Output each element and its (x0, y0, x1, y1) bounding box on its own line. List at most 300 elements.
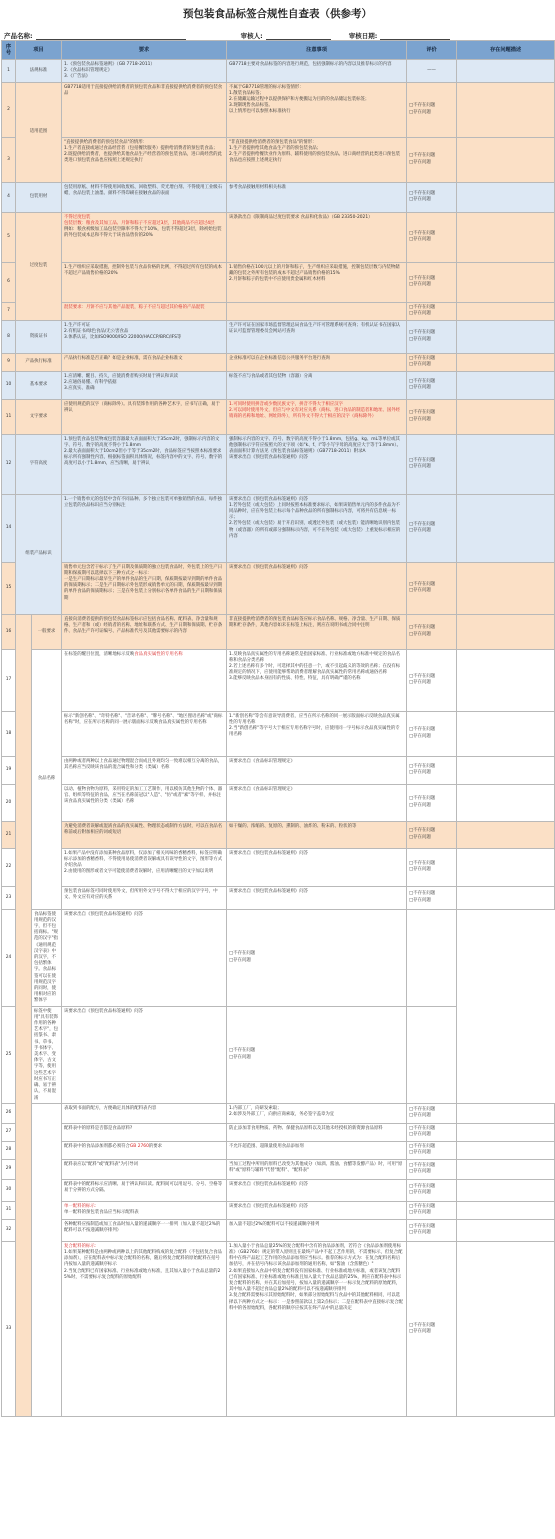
item-name: 一般要求 (32, 614, 62, 649)
row-number: 16 (2, 614, 16, 649)
checkbox-no-issue[interactable]: □不存在问题 (409, 1184, 436, 1189)
item-name: 适用范围 (16, 82, 62, 182)
checkbox-has-issue[interactable]: □存在问题 (409, 588, 431, 594)
header-evaluation: 评价 (407, 41, 457, 60)
text-line: 3.复合配料需要标示其原始配料时，如果部分原始配料与食品中的其他配料相同，可以选择以下两种方式之一标示：一是参照前款以上第2点标示；二是在配料表中直接标示复合配料中的各原始配料，各配料的顺序应按其在终产品中的总量决定 (229, 1293, 404, 1311)
text-line: 例如：粮食初级加工品包装空隙率不得大于10%，包装不得超过3层，除初始包装的外包装成本总和不得大于该食品售价的20% (64, 227, 222, 239)
requirement-cell (62, 1201, 227, 1219)
requirement-cell (62, 821, 227, 848)
text-line: 该要求出自《食品标识管理规定》 (229, 758, 295, 764)
row-number: 12 (2, 434, 16, 494)
checkbox-no-issue[interactable]: □不存在问题 (409, 457, 436, 463)
requirement-cell (62, 82, 227, 137)
reviewer-line[interactable] (266, 31, 331, 40)
text-line: 3.现制现售食品标签。 (229, 103, 273, 109)
row-number: 20 (2, 784, 16, 821)
notes-cell (227, 1219, 407, 1241)
text-line: 为避免消费者误解或混淆食品的真实属性、物理状态或制作方法时，可以在食品名称前或后附加相应的词或短语 (64, 823, 223, 835)
checkbox-no-issue[interactable]: □不存在问题 (409, 190, 436, 196)
text-line: 2.若上述名称有多个时，可选择其中的任意一个，或不引起歧义的等效的名称；在没有标准规定的情况下，应使用能够帮助消费者理解食品真实属性的常用名称或通俗名称 (229, 664, 401, 676)
evaluation-cell[interactable] (407, 320, 457, 353)
checkbox-has-issue[interactable]: □存在问题 (409, 1210, 431, 1216)
text-line: 产品执行标准是否正确？如是企业标准，需在食品企业标准文 (64, 355, 183, 361)
issue-description-cell[interactable] (407, 909, 457, 1006)
notes-cell (227, 60, 407, 83)
evaluation-cell[interactable] (407, 262, 457, 302)
checkbox-no-issue[interactable]: □不存在问题 (409, 727, 436, 733)
evaluation-cell[interactable]: —— (407, 60, 457, 83)
issue-description-cell[interactable] (457, 262, 555, 302)
row-number: 25 (2, 1006, 16, 1103)
evaluation-cell[interactable] (407, 434, 457, 494)
checkbox-no-issue[interactable]: □不存在问题 (409, 103, 436, 109)
text-line: 该条款出自《限制商品过度包装要求 食品和化妆品》（GB 23350-2021） (229, 214, 373, 220)
evaluation-cell[interactable] (407, 353, 457, 371)
item-name: 基本要求 (16, 371, 62, 399)
text-line: 该要求出自《预包装食品标签通则》问答 (229, 1181, 309, 1187)
checkbox-has-issue[interactable]: □存在问题 (409, 282, 431, 288)
text-line: 1.散装食品标签； (229, 90, 264, 96)
text-line: 2.最大表面面积大于10cm2但小于等于35cm2时，食品标签应当按照本标准要求标示所有强制性内容，根据标签面积具体情况，标签内容中的文字、符号、数字的高度可以小于1.8mm，应当清晰，易于辨认 (64, 449, 223, 467)
text-line: 不允许超范围、超限量使用食品添加剂 (229, 1143, 304, 1149)
checkbox-no-issue[interactable]: □不存在问题 (409, 304, 436, 310)
issue-description-cell[interactable] (457, 60, 555, 83)
checkbox-has-issue[interactable]: □存在问题 (409, 464, 431, 470)
table-row (2, 784, 555, 821)
checkbox-has-issue[interactable]: □存在问题 (409, 867, 431, 873)
text-segment: 食品真实属性的专用名称 (134, 651, 183, 657)
text-line (64, 1144, 224, 1150)
text-line: 2.有机证书/绿色食品/无公害食品 (64, 328, 129, 334)
text-line: 单一配料的预包装食品应当标示配料表 (64, 1209, 139, 1215)
issue-description-cell[interactable] (457, 711, 555, 756)
notes-cell (227, 182, 407, 212)
table-body (2, 60, 555, 1417)
checkbox-has-issue[interactable]: □存在问题 (229, 1054, 251, 1060)
checkbox-has-issue[interactable]: □存在问题 (409, 109, 431, 115)
text-segment: 配料表中的食品添加剂都必须符合 (64, 1143, 130, 1149)
table-row (2, 302, 555, 320)
evaluation-cell[interactable] (407, 784, 457, 821)
text-line: 企业标准可以在企业标准信息公共服务平台进行查询 (229, 355, 331, 361)
row-number: 15 (2, 562, 16, 614)
item-name: 字符高度 (16, 434, 62, 494)
review-date-line[interactable] (380, 31, 450, 40)
checkbox-has-issue[interactable]: □存在问题 (409, 416, 431, 422)
checkbox-no-issue[interactable]: □不存在问题 (409, 1163, 436, 1168)
text-line: 1."新创名称"等会有意误导消费者，应当在所示名称的同一展示版面标示反映食品真实属性的专用名称 (229, 713, 400, 725)
evaluation-cell[interactable] (407, 1103, 457, 1123)
notes-cell (227, 821, 407, 848)
checkbox-has-issue[interactable]: □存在问题 (409, 1169, 431, 1175)
table-row (2, 756, 555, 784)
notes-cell (227, 1241, 407, 1416)
row-number: 31 (2, 1201, 16, 1219)
checkbox-no-issue[interactable]: □不存在问题 (409, 153, 436, 159)
requirement-cell (62, 434, 227, 494)
requirement-cell (62, 649, 227, 711)
requirement-cell (62, 353, 227, 371)
text-line: 如干燥的、浓缩的、复原的、熏制的、油炸的、粉末的、粒状的等 (229, 823, 357, 829)
text-line: 2.《食品标识管理规定》 (64, 68, 113, 74)
item-name: 过度包装 (16, 212, 62, 320)
issue-description-cell[interactable] (457, 756, 555, 784)
issue-description-cell[interactable] (457, 434, 555, 494)
evaluation-cell[interactable] (407, 302, 457, 320)
evaluation-cell[interactable] (407, 1123, 457, 1141)
checkbox-has-issue[interactable]: □存在问题 (409, 311, 431, 317)
requirement-cell (62, 1123, 227, 1141)
text-line: 该要求出自《预包装食品标签通则》问答 (229, 1203, 309, 1209)
checkbox-no-issue[interactable]: □不存在问题 (409, 891, 436, 897)
reviewer-label: 审核人: (240, 32, 263, 40)
issue-description-cell[interactable] (407, 1006, 457, 1103)
table-row (2, 434, 555, 494)
row-number: 14 (2, 494, 16, 562)
row-number: 18 (2, 711, 16, 756)
checkbox-no-issue[interactable]: □不存在问题 (409, 1107, 436, 1112)
evaluation-cell[interactable] (407, 848, 457, 886)
requirement-cell (62, 848, 227, 886)
requirement-cell (62, 262, 227, 302)
table-row (2, 1006, 555, 1103)
text-line: 包装层数：粮食及其加工品、月饼和粽子不应超过3层，其他商品不应超过4层 (64, 220, 215, 226)
product-name-line[interactable] (36, 31, 186, 40)
checkbox-has-issue[interactable]: □存在问题 (409, 1132, 431, 1138)
checkbox-has-issue[interactable]: □存在问题 (409, 680, 431, 686)
evaluation-cell[interactable] (227, 909, 407, 1006)
checkbox-no-issue[interactable]: □不存在问题 (409, 673, 436, 679)
text-line: 当加工过程中所用的原料已改变为其他成分（如酒、酱油、食醋等发酵产品）时，可用"原料"或"原料与辅料"代替"配料"、"配料表" (229, 1161, 403, 1173)
requirement-cell (62, 614, 227, 649)
text-line: 3.能够反映食品本身固有的性质、特性、特征，具有明确严谨的名称 (229, 676, 361, 682)
checkbox-no-issue[interactable]: □不存在问题 (409, 796, 436, 802)
text-line: 混装要求：月饼不应与其他产品混装，粽子不应与超过其价格的产品混装 (64, 304, 205, 310)
issue-description-cell[interactable] (457, 1159, 555, 1179)
evaluation-cell[interactable] (407, 649, 457, 711)
evaluation-cell[interactable] (407, 494, 457, 562)
table-row (2, 1159, 555, 1179)
notes-cell (227, 711, 407, 756)
text-line: 食品标签使用规范的汉字，但不包括商标。"规范的汉字"指《通用规范汉字表》中的汉字，不包括繁体字。食品标签可以在使用规范汉字的同时，使用相对应的繁体字 (34, 911, 58, 1004)
text-line: 配料表中的配料标示应清晰、易于辨认和识读。配料间可以用逗号、分号、空格等易于分辨的方式分隔。 (64, 1181, 223, 1193)
table-row (2, 821, 555, 848)
checkbox-no-issue[interactable]: □不存在问题 (409, 275, 436, 281)
table-row (2, 562, 555, 614)
text-line: 复合配料的标示： (64, 1243, 100, 1249)
table-row (2, 1103, 555, 1123)
text-line: 1.应清晰、醒目、持久，应使消费者购买时易于辨认和识读 (64, 373, 178, 379)
checklist-table (1, 40, 555, 1417)
text-line: 1.内部工厂，向研发索取； (229, 1105, 282, 1111)
text-line: 1.如果某种配料是由两种或两种以上的其他配料构成的复合配料（不包括复合食品添加剂），应在配料表中标示复合配料的名称，随后将复合配料的原始配料在括号内按加入量的递减顺序标示 (64, 1249, 222, 1268)
checkbox-has-issue[interactable]: □存在问题 (409, 1150, 431, 1156)
notes-cell (227, 886, 407, 909)
checkbox-has-issue[interactable]: □存在问题 (409, 385, 431, 391)
evaluation-cell[interactable] (407, 399, 457, 434)
issue-description-cell[interactable] (457, 562, 555, 614)
checkbox-no-issue[interactable]: □不存在问题 (409, 581, 436, 587)
checkbox-no-issue[interactable]: □不存在问题 (409, 230, 436, 236)
checkbox-has-issue[interactable]: □存在问题 (409, 631, 431, 637)
text-line: 2.既提供给消费者，也提供给其他食品生产经营者的预包装食品，进口商经营的此类进口预包装食品也应按照上述规定执行 (64, 152, 222, 164)
requirement-cell (62, 756, 227, 784)
notes-cell (62, 1006, 227, 1103)
text-line: 直接向消费者提供的预包装食品标签标示应包括食品名称、配料表、净含量和规格、生产者和（或）经销者的名称、地址和联系方式、生产日期和保质期、贮存条件、食品生产许可证编号、产品标准代号及其他需要标示的内容 (64, 616, 223, 635)
checkbox-no-issue[interactable]: □不存在问题 (409, 1322, 436, 1328)
evaluation-cell[interactable] (407, 756, 457, 784)
checkbox-no-issue[interactable]: □不存在问题 (409, 330, 436, 336)
issue-description-cell[interactable] (457, 848, 555, 886)
checkbox-has-issue[interactable]: □存在问题 (409, 770, 431, 776)
notes-cell (227, 137, 407, 182)
issue-description-cell[interactable] (457, 821, 555, 848)
issue-description-cell[interactable] (457, 399, 555, 434)
requirement-cell (62, 784, 227, 821)
requirement-cell (62, 60, 227, 83)
text-line: 不得过度包装 (64, 214, 91, 220)
checkbox-has-issue[interactable]: □存在问题 (229, 957, 251, 963)
requirement-cell (62, 711, 227, 756)
evaluation-cell[interactable] (227, 1006, 407, 1103)
evaluation-cell[interactable] (407, 1219, 457, 1241)
text-line: 非直接提供给消费者的预包装食品标签应标示食品名称、规格、净含量、生产日期、保质期和贮存条件，其他内容如未在标签上标注，则应在说明书或合同中注明 (229, 616, 401, 628)
evaluation-cell[interactable] (407, 82, 457, 137)
evaluation-cell[interactable] (407, 212, 457, 262)
table-row (2, 614, 555, 649)
text-line: 该要求出自《预包装食品标签通则》问答 (229, 455, 309, 461)
group-cell (32, 1103, 62, 1416)
checkbox-has-issue[interactable]: □存在问题 (409, 159, 431, 165)
notes-cell (227, 1159, 407, 1179)
issue-description-cell[interactable] (457, 137, 555, 182)
table-row (2, 371, 555, 399)
issue-description-cell[interactable] (457, 82, 555, 137)
checkbox-no-issue[interactable]: □不存在问题 (409, 355, 436, 361)
checkbox-no-issue[interactable]: □不存在问题 (409, 1144, 436, 1149)
text-line: GB7718主要对食品标签的内容进行规范，包括强制标示的内容以及推荐标示的内容 (229, 62, 392, 67)
notes-cell (227, 320, 407, 353)
text-line: 2.如涉及外部工厂，向供应商索取，务必签字盖章为宜 (229, 1111, 335, 1117)
item-name: 组装产品标识 (16, 494, 62, 614)
text-line: 1.加入量小于食品总量25%的复合配料中含有的食品添加剂，若符合《食品添加剂使用标准》（GB2760）规定的带入原则且在最终产品中不起工艺作用的，不需要标示，但复合配料中在终产品起工艺作用的食品添加剂应当标示。推荐的标示方式为：在复合配料名称后加括号，并在括号内标示该食品添加剂的通用名称，如"酱油（含焦糖色）" (229, 1243, 403, 1268)
issue-description-cell[interactable] (457, 1179, 555, 1201)
requirement-cell (62, 371, 227, 399)
table-row (2, 60, 555, 83)
notes-cell (227, 649, 407, 711)
notes-cell (227, 212, 407, 262)
text-line: 1.如果产品中没有添加某种食品原料，仅添加了相关风味的香精香料，标签应明确标示添加的香精香料，不得使用易使消费者误解或具有误导性的文字，图形等方式介绍食品 (64, 850, 223, 869)
checkbox-no-issue[interactable]: □不存在问题 (409, 1224, 436, 1229)
issue-description-cell[interactable] (457, 649, 555, 711)
issue-description-cell[interactable] (457, 320, 555, 353)
table-row (2, 1201, 555, 1219)
checkbox-has-issue[interactable]: □存在问题 (409, 336, 431, 342)
issue-description-cell[interactable] (457, 1219, 555, 1241)
checkbox-no-issue[interactable]: □不存在问题 (409, 1126, 436, 1131)
text-line: "直接提供给消费者的预包装食品"的情形： (64, 139, 148, 145)
reviewer-field[interactable] (241, 31, 331, 40)
text-line: 3.应真实、准确 (64, 386, 95, 392)
text-line: 2.当"新创名称"等字号大于相应专用名称字号时，应使用同一字号标示食品真实属性的专用名称 (229, 726, 400, 738)
header-no: 序号 (2, 41, 16, 60)
evaluation-cell[interactable] (407, 614, 457, 649)
table-row (2, 399, 555, 434)
text-line: 1.生产许可证 (64, 322, 91, 328)
checkbox-no-issue[interactable]: □不存在问题 (409, 521, 436, 527)
text-line: "非直接提供给消费者的预包装食品"的情形： (229, 139, 317, 145)
requirement-cell (32, 1006, 62, 1103)
checkbox-no-issue[interactable]: □不存在问题 (409, 378, 436, 384)
row-number: 6 (2, 262, 16, 302)
requirement-cell (62, 320, 227, 353)
table-row (2, 1123, 555, 1141)
issue-description-cell[interactable] (457, 182, 555, 212)
item-name: 产品执行标准 (16, 353, 62, 371)
issue-description-cell[interactable] (457, 784, 555, 821)
evaluation-cell[interactable] (407, 1241, 457, 1416)
review-date-field[interactable] (349, 31, 451, 40)
evaluation-cell[interactable] (407, 711, 457, 756)
checkbox-no-issue[interactable]: □不存在问题 (409, 860, 436, 866)
checkbox-has-issue[interactable]: □存在问题 (409, 237, 431, 243)
text-line: 1.销售价格在100元以上的月饼和粽子，生产组织应采取措施，控制包装层数与内装物储藏的包装之外所有包装的成本不超过产品销售价格的15% (229, 264, 400, 276)
header-item: 项目 (16, 41, 62, 60)
requirement-cell (62, 494, 227, 562)
evaluation-cell[interactable] (407, 562, 457, 614)
requirement-cell (62, 182, 227, 212)
header-notes: 注意事项 (227, 41, 407, 60)
table-row (2, 649, 555, 711)
checkbox-no-issue[interactable]: □不存在问题 (229, 1048, 256, 1054)
checkbox-no-issue[interactable]: □不存在问题 (409, 828, 436, 834)
requirement-cell (62, 302, 227, 320)
requirement-cell (62, 562, 227, 614)
item-name: 食品名称 (32, 649, 62, 909)
evaluation-cell[interactable] (407, 1141, 457, 1159)
table-row (2, 1219, 555, 1241)
row-number: 30 (2, 1179, 16, 1201)
item-name: 文字要求 (16, 399, 62, 434)
checkbox-no-issue[interactable]: □不存在问题 (409, 1204, 436, 1209)
requirement-cell (62, 399, 227, 434)
text-line: 配料表应以"配料"或"配料表"为引导词 (64, 1161, 138, 1167)
checkbox-has-issue[interactable]: □存在问题 (409, 197, 431, 203)
product-name-field[interactable] (4, 31, 186, 40)
issue-description-cell[interactable] (457, 1103, 555, 1123)
text-line: 以上情形也可以参照本标准执行 (229, 109, 291, 115)
notes-cell (227, 562, 407, 614)
issue-description-cell[interactable] (457, 302, 555, 320)
header-requirement: 要求 (62, 41, 227, 60)
checkbox-no-issue[interactable]: □不存在问题 (409, 763, 436, 769)
evaluation-cell[interactable] (407, 137, 457, 182)
requirement-cell (62, 212, 227, 262)
requirement-cell (62, 1241, 227, 1416)
table-row (2, 1179, 555, 1201)
notes-cell (62, 909, 227, 1006)
table-row (2, 262, 555, 302)
notes-cell (227, 1179, 407, 1201)
evaluation-cell[interactable] (407, 1201, 457, 1219)
issue-description-cell[interactable] (457, 1241, 555, 1416)
text-line: 参考食品接触用材料相关标准 (229, 184, 287, 190)
text-line: 强制标示内容的文字、符号、数字的高度不得小于1.8mm，包括g、kg、mL等单位或其他强制标示字符应按照大的文字项（如"k、f、l"等小写字母的高度应大于等于1.8mm）。表面面积计算方法见《预包装食品标签通则》（GB7718-2011）附录A (229, 436, 401, 455)
text-line: 2.当复合配料已有国家标准、行业标准或地方标准，且其加入量小于食品总量的25%时，不需要标示复合配料的原始配料 (64, 1268, 221, 1280)
evaluation-cell[interactable] (407, 182, 457, 212)
issue-description-cell[interactable] (457, 1123, 555, 1141)
checkbox-has-issue[interactable]: □存在问题 (409, 834, 431, 840)
checkbox-has-issue[interactable]: □存在问题 (409, 897, 431, 903)
row-number: 1 (2, 60, 16, 83)
table-row (2, 886, 555, 909)
text-line: 不属于GB7718管理的标示标签情形： (229, 84, 304, 90)
notes-cell (227, 1141, 407, 1159)
row-number: 10 (2, 371, 16, 399)
evaluation-cell[interactable] (407, 886, 457, 909)
text-line: 2.可以同时使用外文，但应与中文有对应关系（商标、进口食品的制造者和地址、国外经销商的名称和地址、网址除外），所有外文不得大于相应的汉字（商标除外） (229, 407, 401, 420)
checkbox-has-issue[interactable]: □存在问题 (409, 528, 431, 534)
checkbox-has-issue[interactable]: □存在问题 (409, 362, 431, 368)
issue-description-cell[interactable] (457, 494, 555, 562)
text-line: 各种配料应按制造或加工食品时加入量的递减顺序一一排列（加入量不超过2%的配料可以不按递减顺序排列） (64, 1221, 221, 1233)
checkbox-has-issue[interactable]: □存在问题 (409, 1230, 431, 1236)
text-line: 应使用规范的汉字（商标除外）。具有装饰作用的各种艺术字，应书写正确，易于辨认 (64, 401, 220, 413)
text-line: 该要求出自《食品标识管理规定》 (229, 786, 295, 792)
checkbox-has-issue[interactable]: □存在问题 (409, 1190, 431, 1196)
table-row (2, 848, 555, 886)
row-number: 29 (2, 1159, 16, 1179)
row-number: 3 (2, 137, 16, 182)
issue-description-cell[interactable] (457, 371, 555, 399)
issue-description-cell[interactable] (457, 1201, 555, 1219)
text-line: 由两种或者两种以上食品通过物理混合而成且外观均匀一致难以相互分离的食品，其名称应当反映该食品的混合属性和分类（类属）名称 (64, 758, 223, 770)
issue-description-cell[interactable] (457, 1141, 555, 1159)
checkbox-has-issue[interactable]: □存在问题 (409, 1113, 431, 1119)
issue-description-cell[interactable] (457, 886, 555, 909)
evaluation-cell[interactable] (407, 1159, 457, 1179)
text-segment: GB 2760 (129, 1143, 149, 1149)
issue-description-cell[interactable] (457, 353, 555, 371)
row-number: 7 (2, 302, 16, 320)
requirement-cell (62, 1103, 227, 1123)
row-number: 9 (2, 353, 16, 371)
text-line: 该要求出自《预包装食品标签通则》问答 (229, 496, 309, 502)
evaluation-cell[interactable] (407, 371, 457, 399)
checkbox-no-issue[interactable]: □不存在问题 (409, 410, 436, 416)
issue-description-cell[interactable] (457, 212, 555, 262)
text-line: 2.由使用的图形或者文字可能使消费者误解时，应用清晰醒目的文字加以说明 (64, 869, 214, 875)
issue-description-cell[interactable] (457, 614, 555, 649)
checkbox-has-issue[interactable]: □存在问题 (409, 1328, 431, 1334)
text-line: 标签不应与食品或者其包装物（容器）分离 (229, 373, 313, 379)
checkbox-has-issue[interactable]: □存在问题 (409, 733, 431, 739)
evaluation-cell[interactable] (407, 1179, 457, 1201)
row-number: 11 (2, 399, 16, 434)
checkbox-no-issue[interactable]: □不存在问题 (409, 625, 436, 631)
text-line: 1.可同时使用拼音或少数民族文字，拼音不得大于相应汉字 (229, 401, 343, 407)
checkbox-no-issue[interactable]: □不存在问题 (229, 951, 256, 957)
product-name-label: 产品名称: (4, 32, 33, 40)
table-row (2, 212, 555, 262)
checkbox-has-issue[interactable]: □存在问题 (409, 802, 431, 808)
evaluation-cell[interactable] (407, 821, 457, 848)
notes-cell (227, 353, 407, 371)
text-segment: 在标签的醒目位置，清晰地标示反映 (64, 651, 135, 657)
page-title: 预包装食品标签合规性自查表（供参考） (183, 8, 372, 20)
row-number: 19 (2, 756, 16, 784)
text-line: 1.生产组织应采取措施，控制外包装与食品价格的比例，不得超过所有包装的成本不超过产品销售价格的20% (64, 264, 222, 276)
